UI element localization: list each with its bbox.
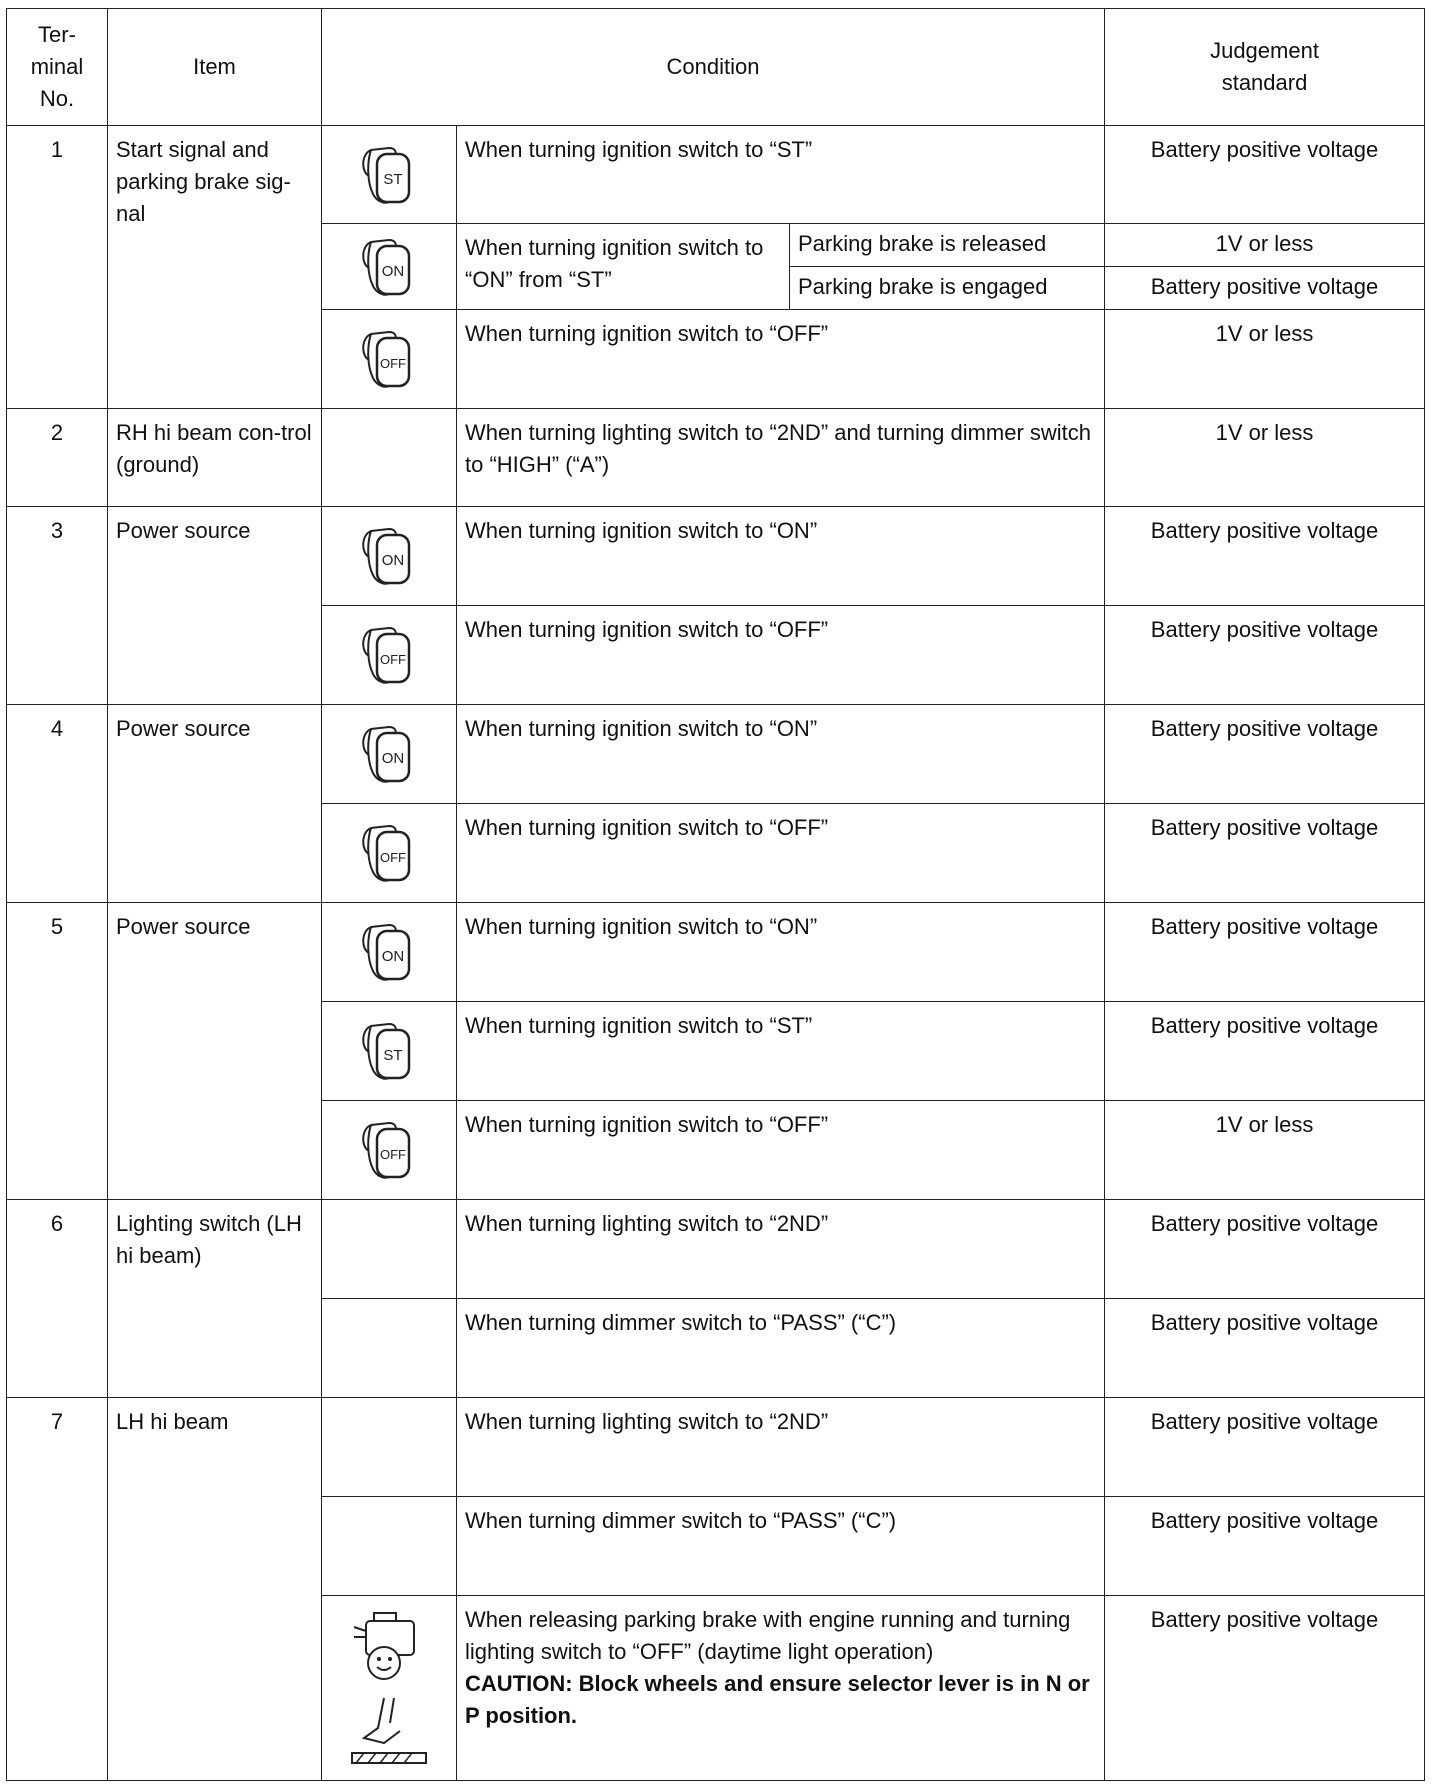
key-off-icon — [322, 310, 457, 409]
table-row — [7, 409, 1425, 507]
header-judgement: Judgement standard — [1105, 9, 1425, 126]
key-st-icon — [322, 1002, 457, 1101]
condition-text — [457, 1596, 1105, 1781]
judgement-value: Battery positive voltage — [1105, 267, 1425, 310]
condition-text: When turning ignition switch to “ST” — [457, 1002, 1105, 1101]
svg-text:ST: ST — [383, 170, 403, 188]
condition-text: When turning ignition switch to “ST” — [457, 126, 1105, 224]
key-on-icon — [322, 705, 457, 804]
header-terminal: Ter- minal No. — [7, 9, 108, 126]
terminal-number: 2 — [7, 409, 108, 507]
caution-text: CAUTION: Block wheels and ensure selector lever is in N or P position. — [465, 1671, 1090, 1728]
condition-text: When turning dimmer switch to “PASS” (“C”) — [457, 1497, 1105, 1596]
item-label: Power source — [108, 507, 322, 705]
empty-icon-cell — [322, 1299, 457, 1398]
header-condition: Condition — [322, 9, 1105, 126]
judgement-value: Battery positive voltage — [1105, 1596, 1425, 1781]
key-off-icon — [322, 606, 457, 705]
judgement-value: Battery positive voltage — [1105, 507, 1425, 606]
item-label: Power source — [108, 903, 322, 1200]
judgement-value: 1V or less — [1105, 409, 1425, 507]
item-label: Lighting switch (LH hi beam) — [108, 1200, 322, 1398]
table-row — [7, 126, 1425, 224]
empty-icon-cell — [322, 1200, 457, 1299]
condition-text: When turning ignition switch to “ON” — [457, 507, 1105, 606]
item-label: RH hi beam con-trol (ground) — [108, 409, 322, 507]
header-row — [7, 9, 1425, 126]
key-off-icon — [322, 1101, 457, 1200]
condition-text: When turning lighting switch to “2ND” — [457, 1398, 1105, 1497]
condition-text: When turning ignition switch to “ON” from “ST” — [457, 224, 790, 310]
terminal-number: 1 — [7, 126, 108, 409]
judgement-value: Battery positive voltage — [1105, 903, 1425, 1002]
sub-condition: Parking brake is engaged — [790, 267, 1105, 310]
empty-icon-cell — [322, 409, 457, 507]
judgement-value: Battery positive voltage — [1105, 126, 1425, 224]
condition-text: When turning dimmer switch to “PASS” (“C”) — [457, 1299, 1105, 1398]
condition-text: When turning ignition switch to “OFF” — [457, 606, 1105, 705]
judgement-value: 1V or less — [1105, 1101, 1425, 1200]
judgement-value: Battery positive voltage — [1105, 1497, 1425, 1596]
item-label: Start signal and parking brake sig-nal — [108, 126, 322, 409]
key-off-icon — [322, 804, 457, 903]
empty-icon-cell — [322, 1398, 457, 1497]
condition-description: When releasing parking brake with engine running and turning lighting switch to “OFF” (daytime light operation) — [465, 1607, 1071, 1664]
condition-text: When turning ignition switch to “ON” — [457, 705, 1105, 804]
condition-text: When turning ignition switch to “OFF” — [457, 310, 1105, 409]
svg-text:OFF: OFF — [380, 1147, 406, 1162]
key-on-icon — [322, 507, 457, 606]
key-on-icon — [322, 224, 457, 310]
table-row — [7, 507, 1425, 606]
table-row — [7, 705, 1425, 804]
terminal-number: 4 — [7, 705, 108, 903]
judgement-value: Battery positive voltage — [1105, 1002, 1425, 1101]
judgement-value: Battery positive voltage — [1105, 804, 1425, 903]
empty-icon-cell — [322, 1497, 457, 1596]
item-label: Power source — [108, 705, 322, 903]
table-row — [7, 1200, 1425, 1299]
svg-text:ON: ON — [381, 262, 405, 280]
judgement-value: Battery positive voltage — [1105, 1200, 1425, 1299]
terminal-number: 7 — [7, 1398, 108, 1781]
judgement-value: Battery positive voltage — [1105, 606, 1425, 705]
judgement-value: Battery positive voltage — [1105, 1398, 1425, 1497]
terminal-table — [6, 8, 1425, 1781]
judgement-value: 1V or less — [1105, 224, 1425, 267]
svg-text:OFF: OFF — [380, 850, 406, 865]
table-row — [7, 1398, 1425, 1497]
engine-parking-brake-icon — [322, 1596, 457, 1781]
svg-text:OFF: OFF — [380, 652, 406, 667]
judgement-value: Battery positive voltage — [1105, 1299, 1425, 1398]
judgement-value: Battery positive voltage — [1105, 705, 1425, 804]
condition-text: When turning ignition switch to “OFF” — [457, 1101, 1105, 1200]
key-st-icon — [322, 126, 457, 224]
terminal-number: 5 — [7, 903, 108, 1200]
terminal-number: 3 — [7, 507, 108, 705]
svg-text:ON: ON — [381, 552, 405, 569]
sub-condition: Parking brake is released — [790, 224, 1105, 267]
item-label: LH hi beam — [108, 1398, 322, 1781]
key-on-icon — [322, 903, 457, 1002]
terminal-number: 6 — [7, 1200, 108, 1398]
header-item: Item — [108, 9, 322, 126]
condition-text: When turning lighting switch to “2ND” — [457, 1200, 1105, 1299]
svg-text:ON: ON — [381, 948, 405, 965]
condition-text: When turning ignition switch to “ON” — [457, 903, 1105, 1002]
svg-text:OFF: OFF — [380, 356, 406, 371]
condition-text: When turning lighting switch to “2ND” and turning dimmer switch to “HIGH” (“A”) — [457, 409, 1105, 507]
svg-text:ON: ON — [381, 750, 405, 767]
condition-text: When turning ignition switch to “OFF” — [457, 804, 1105, 903]
table-row — [7, 903, 1425, 1002]
svg-text:ST: ST — [383, 1047, 403, 1064]
judgement-value: 1V or less — [1105, 310, 1425, 409]
